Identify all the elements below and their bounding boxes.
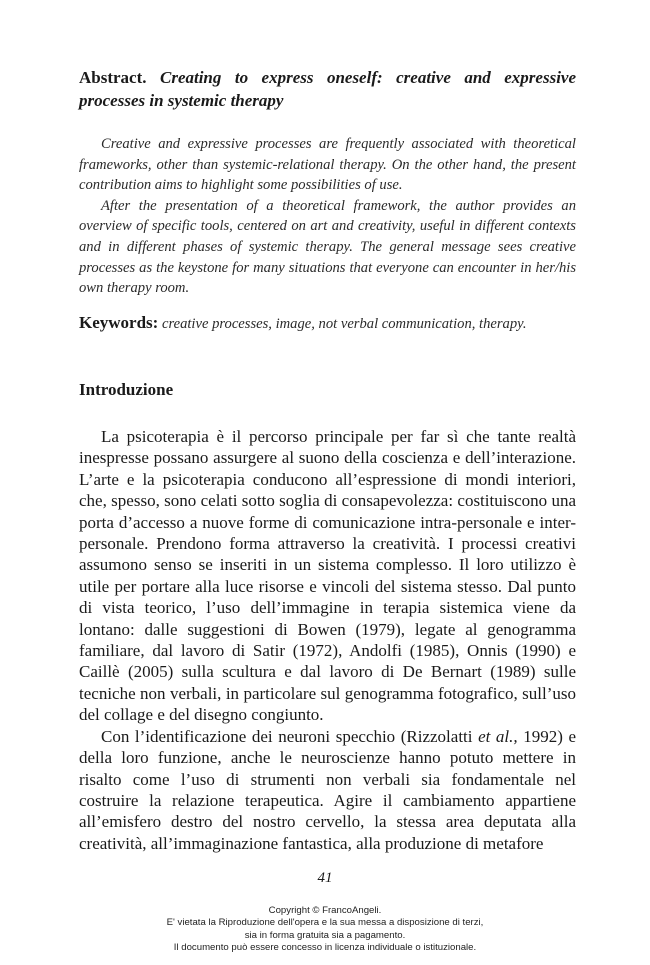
copyright-line-1: Copyright © FrancoAngeli.: [268, 905, 382, 916]
intro-paragraph-2: [79, 726, 576, 854]
copyright-notice: [0, 905, 650, 954]
intro-paragraph-2-start: Con l’identificazione dei neuroni specchio (Rizzolatti: [101, 726, 479, 746]
abstract-english-title: Creating to express oneself: creative and expressive processes in systemic therapy: [79, 68, 577, 110]
intro-paragraph-1: La psicoterapia è il percorso principale per far sì che tante realtà inespresse possano assurgere al suono della coscienza e dell’interazione. L’arte e la psicoterapia conducono all’espressione di mondi interiori, che, spesso, sono celati sotto soglia di consapevolezza: costituiscono una porta d’accesso a nuove forme di comunicazione intra-personale e inter-personale. Prendono forma attraverso la creatività. I processi creativi assumono senso se inseriti in un sistema complesso. Il loro utilizzo è utile per portare alla luce risorse e vincoli del sistema stesso. Dal punto di vista teorico, l’uso dell’immagine in terapia sistemica viene da lontano: dalle suggestioni di Bowen (1979), legate al genogramma familiare, dal lavoro di Satir (1972), Andolfi (1985), Onnis (1990) e Caillè (2005) sulla scultura e dal lavoro di De Bernart (1989) sulle tecniche non verbali, in particolare sul genogramma fotografico, sull’uso del collage e del disegno congiunto.: [79, 427, 576, 725]
abstract-body: [79, 134, 576, 299]
abstract-paragraph-2: After the presentation of a theoretical framework, the author provides an overview of specific tools, centered on art and creativity, useful in different contexts and in different phases of systemic therapy. The general message sees creative processes as the keystone for many situations that everyone can encounter in her/his own therapy room.: [79, 197, 576, 297]
section-heading-introduzione: Introduzione: [79, 380, 174, 399]
keywords-label: Keywords:: [79, 313, 159, 332]
page-number: 41: [317, 870, 333, 886]
abstract-title: [79, 66, 576, 112]
abstract-label: Abstract.: [79, 68, 147, 87]
keywords: [79, 313, 579, 334]
intro-body: [79, 426, 576, 854]
abstract-paragraph-1: Creative and expressive processes are frequently associated with theoretical frameworks, other than systemic-relational therapy. On the other hand, the present contribution aims to highlight some possibilities of use.: [79, 136, 576, 194]
citation-et-al: et al.,: [478, 726, 518, 746]
copyright-line-3: sia in forma gratuita sia a pagamento.: [244, 929, 406, 941]
keywords-text: creative processes, image, not verbal communication, therapy.: [161, 316, 527, 332]
copyright-line-4: Il documento può essere concesso in licenza individuale o istituzionale.: [173, 941, 477, 953]
intro-paragraph-2-rest: 1992) e della loro funzione, anche le neuroscienze hanno potuto mettere in risalto come l’uso di strumenti non verbali sia fondamentale nel costruire la relazione terapeutica. Agire il cambiamento appartiene all’emisfero destro del nostro cervello, la stessa area deputata alla creatività, all’immaginazione fantastica, alla produzione di metafore: [79, 726, 576, 853]
copyright-line-2: E' vietata la Riproduzione dell'opera e la sua messa a disposizione di terzi,: [166, 917, 484, 929]
